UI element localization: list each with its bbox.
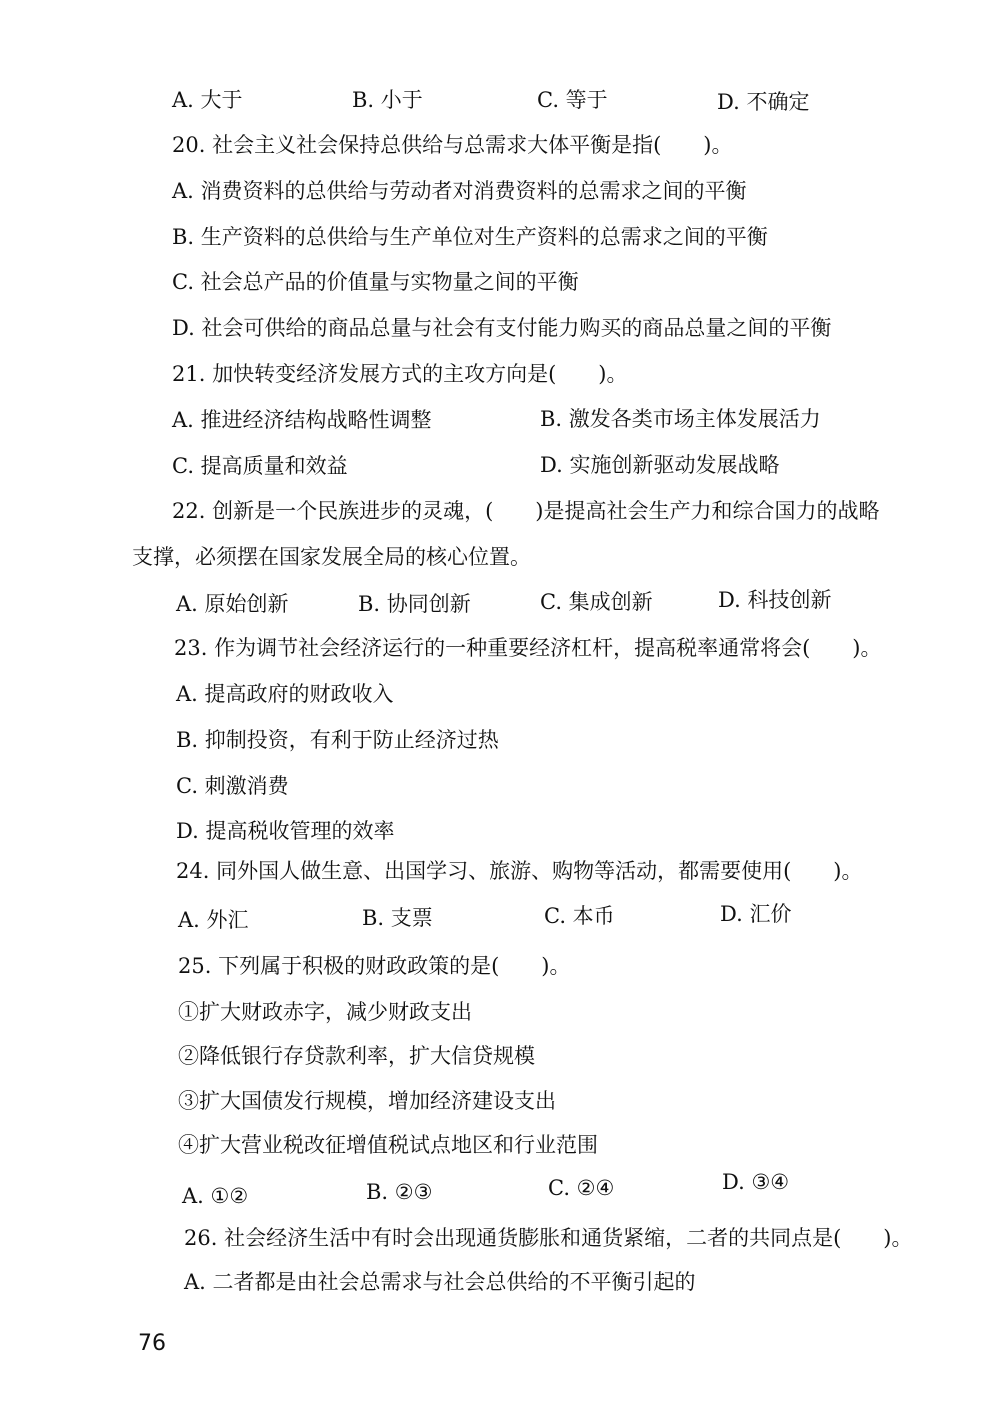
q25-option-c: C. ②④ bbox=[548, 1176, 615, 1200]
q22-stem-line2: 支撑，必须摆在国家发展全局的核心位置。 bbox=[132, 545, 531, 569]
q26-stem: 26. 社会经济生活中有时会出现通货膨胀和通货紧缩，二者的共同点是( )。 bbox=[184, 1226, 913, 1250]
q23-option-c: C. 刺激消费 bbox=[176, 774, 289, 798]
q22-option-d: D. 科技创新 bbox=[718, 588, 832, 612]
q19-option-a: A. 大于 bbox=[172, 88, 243, 112]
q20-option-c: C. 社会总产品的价值量与实物量之间的平衡 bbox=[172, 270, 579, 294]
q26-option-a: A. 二者都是由社会总需求与社会总供给的不平衡引起的 bbox=[184, 1270, 696, 1294]
q25-item-4: ④扩大营业税改征增值税试点地区和行业范围 bbox=[178, 1133, 598, 1157]
q25-option-b: B. ②③ bbox=[366, 1180, 433, 1204]
q20-stem: 20. 社会主义社会保持总供给与总需求大体平衡是指( )。 bbox=[172, 133, 733, 157]
q24-option-d: D. 汇价 bbox=[720, 902, 792, 926]
q21-option-c: C. 提高质量和效益 bbox=[172, 454, 348, 478]
q19-option-c: C. 等于 bbox=[537, 88, 608, 112]
q22-option-c: C. 集成创新 bbox=[540, 590, 653, 614]
page-number: 76 bbox=[138, 1331, 166, 1356]
q21-stem: 21. 加快转变经济发展方式的主攻方向是( )。 bbox=[172, 362, 628, 386]
q25-option-a: A. ①② bbox=[182, 1184, 249, 1208]
q25-item-3: ③扩大国债发行规模，增加经济建设支出 bbox=[178, 1089, 556, 1113]
q23-option-d: D. 提高税收管理的效率 bbox=[176, 819, 395, 843]
q23-stem: 23. 作为调节社会经济运行的一种重要经济杠杆，提高税率通常将会( )。 bbox=[174, 636, 882, 660]
q22-stem-line1: 22. 创新是一个民族进步的灵魂，( )是提高社会生产力和综合国力的战略 bbox=[172, 499, 880, 523]
q19-option-b: B. 小于 bbox=[352, 88, 423, 112]
q25-item-2: ②降低银行存贷款利率，扩大信贷规模 bbox=[178, 1044, 535, 1068]
q24-option-a: A. 外汇 bbox=[178, 908, 249, 932]
q21-option-d: D. 实施创新驱动发展战略 bbox=[540, 453, 780, 477]
q22-option-b: B. 协同创新 bbox=[358, 592, 471, 616]
q25-option-d: D. ③④ bbox=[722, 1170, 790, 1194]
q21-option-a: A. 推进经济结构战略性调整 bbox=[172, 408, 432, 432]
q21-option-b: B. 激发各类市场主体发展活力 bbox=[540, 407, 821, 431]
q25-stem: 25. 下列属于积极的财政政策的是( )。 bbox=[178, 954, 571, 978]
q24-stem: 24. 同外国人做生意、出国学习、旅游、购物等活动，都需要使用( )。 bbox=[176, 859, 863, 883]
q20-option-d: D. 社会可供给的商品总量与社会有支付能力购买的商品总量之间的平衡 bbox=[172, 316, 832, 340]
q19-option-d: D. 不确定 bbox=[717, 90, 810, 114]
q20-option-b: B. 生产资料的总供给与生产单位对生产资料的总需求之间的平衡 bbox=[172, 225, 768, 249]
q24-option-b: B. 支票 bbox=[362, 906, 433, 930]
q23-option-a: A. 提高政府的财政收入 bbox=[176, 682, 394, 706]
q24-option-c: C. 本币 bbox=[544, 904, 615, 928]
q20-option-a: A. 消费资料的总供给与劳动者对消费资料的总需求之间的平衡 bbox=[172, 179, 747, 203]
q22-option-a: A. 原始创新 bbox=[176, 592, 289, 616]
q25-item-1: ①扩大财政赤字，减少财政支出 bbox=[178, 1000, 472, 1024]
q23-option-b: B. 抑制投资，有利于防止经济过热 bbox=[176, 728, 499, 752]
